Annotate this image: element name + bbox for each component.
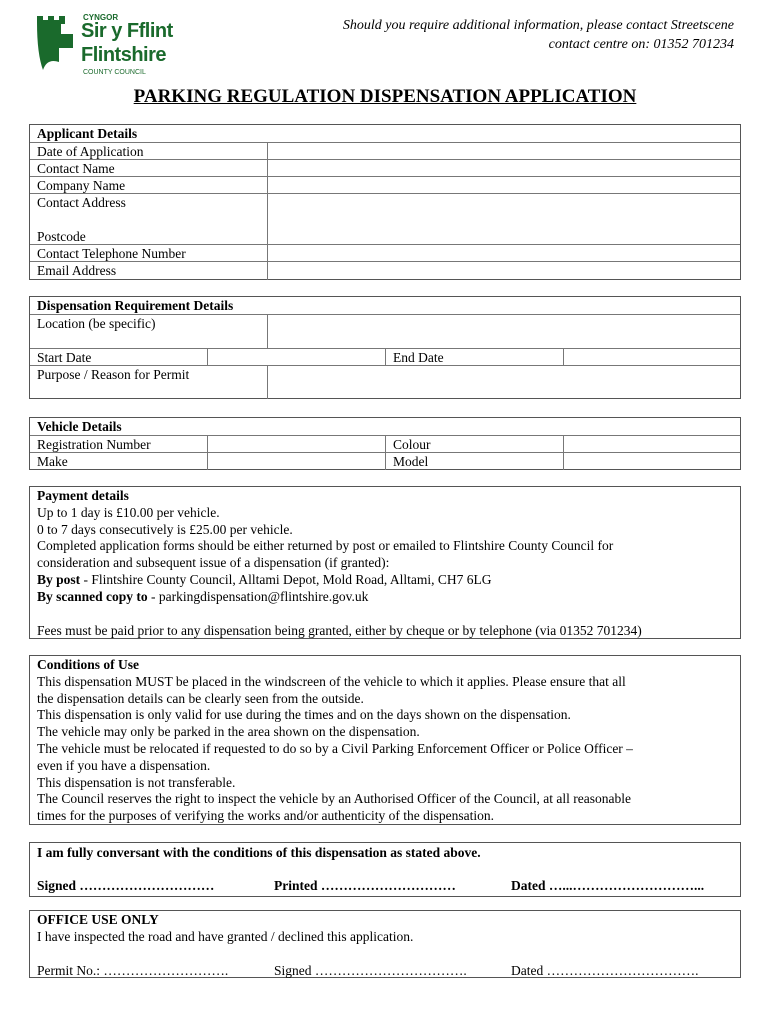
colour-cell — [385, 436, 564, 453]
payment-fees-note: Fees must be paid prior to any dispensation being granted, either by cheque or by telephone (via 01352 701234) — [37, 622, 642, 638]
declaration-dated-field[interactable]: Dated …...………………………... — [511, 878, 705, 893]
end-date-cell — [385, 349, 564, 366]
condition-line: times for the purposes of verifying the works and/or authenticity of the dispensation. — [37, 808, 495, 824]
telephone-field[interactable] — [267, 245, 740, 262]
by-post-address: - Flintshire County Council, Alltami Depot, Mold Road, Alltami, CH7 6LG — [80, 571, 492, 587]
condition-line: The vehicle may only be parked in the area shown on the dispensation. — [37, 724, 420, 740]
location-label: Location (be specific) — [37, 316, 156, 331]
email-field[interactable] — [267, 262, 740, 280]
declaration-printed-field[interactable]: Printed ………………………… — [274, 878, 456, 893]
payment-line-2: 0 to 7 days consecutively is £25.00 per vehicle. — [37, 521, 293, 537]
contact-address-label: Contact Address — [37, 195, 126, 210]
make-field[interactable] — [207, 453, 386, 470]
start-date-label: Start Date — [37, 350, 92, 365]
company-name-field[interactable] — [267, 177, 740, 194]
by-scan-label: By scanned copy to — [37, 588, 148, 604]
company-name-row — [30, 176, 740, 194]
postcode-label: Postcode — [37, 229, 86, 244]
email-row — [30, 261, 740, 280]
office-statement: I have inspected the road and have granted / declined this application. — [37, 929, 414, 944]
vehicle-heading: Vehicle Details — [37, 419, 122, 434]
permit-number-field[interactable]: Permit No.: ………………………. — [37, 963, 229, 978]
logo-cyngor: CYNGOR — [83, 13, 119, 22]
registration-label: Registration Number — [37, 437, 151, 452]
condition-line: This dispensation MUST be placed in the windscreen of the vehicle to which it applies. Please ensure that all — [37, 673, 626, 689]
condition-line: This dispensation is not transferable. — [37, 774, 236, 790]
telephone-label: Contact Telephone Number — [37, 246, 186, 261]
condition-line: The Council reserves the right to inspect the vehicle by an Authorised Officer of the Council, at all reasonable — [37, 791, 631, 807]
company-name-label: Company Name — [37, 178, 126, 193]
castle-tower-icon — [35, 14, 79, 78]
logo-english-name: Flintshire — [81, 44, 167, 66]
registration-row — [30, 435, 740, 453]
conditions-section — [29, 655, 741, 825]
make-row — [30, 452, 740, 470]
contact-line-1: Should you require additional information, please contact Streetscene — [342, 18, 734, 33]
purpose-field[interactable] — [267, 366, 740, 399]
model-field[interactable] — [563, 453, 740, 470]
model-label: Model — [393, 454, 429, 469]
dates-row — [30, 348, 740, 366]
logo-county-council: COUNTY COUNCIL — [83, 69, 146, 76]
office-signed-field[interactable]: Signed ……………………………. — [274, 963, 467, 978]
applicant-heading: Applicant Details — [37, 126, 138, 141]
payment-line-1: Up to 1 day is £10.00 per vehicle. — [37, 504, 220, 520]
contact-name-row — [30, 159, 740, 177]
registration-field[interactable] — [207, 436, 386, 453]
contact-name-field[interactable] — [267, 160, 740, 177]
contact-address-field[interactable] — [267, 194, 740, 245]
by-scan-email: - parkingdispensation@flintshire.gov.uk — [147, 588, 369, 604]
payment-details-section — [29, 486, 741, 639]
dispensation-heading: Dispensation Requirement Details — [37, 298, 234, 313]
logo-welsh-name: Sir y Fflint — [81, 20, 173, 42]
start-date-field[interactable] — [207, 349, 386, 366]
contact-name-label: Contact Name — [37, 161, 115, 176]
date-of-application-field[interactable] — [267, 143, 740, 160]
contact-line-2: contact centre on: 01352 701234 — [548, 37, 734, 52]
condition-line: The vehicle must be relocated if requested to do so by a Civil Parking Enforcement Officer or Police Officer – — [37, 740, 633, 756]
payment-line-4: consideration and subsequent issue of a dispensation (if granted): — [37, 555, 390, 571]
end-date-field[interactable] — [563, 349, 740, 366]
contact-info — [343, 16, 734, 54]
page-title: PARKING REGULATION DISPENSATION APPLICATION — [133, 86, 637, 107]
colour-label: Colour — [393, 437, 431, 452]
purpose-row — [30, 365, 740, 399]
colour-field[interactable] — [563, 436, 740, 453]
email-label: Email Address — [37, 263, 117, 278]
location-row — [30, 314, 740, 349]
payment-line-3: Completed application forms should be either returned by post or emailed to Flintshire County Council for — [37, 538, 614, 554]
date-of-application-row — [30, 142, 740, 160]
location-field[interactable] — [267, 315, 740, 349]
model-cell — [385, 453, 564, 470]
end-date-label: End Date — [393, 350, 444, 365]
office-heading: OFFICE USE ONLY — [37, 912, 159, 927]
by-post-label: By post — [37, 571, 81, 587]
office-dated-field[interactable]: Dated ……………………………. — [511, 963, 699, 978]
payment-heading: Payment details — [37, 488, 129, 503]
declaration-section — [29, 842, 741, 897]
payment-by-scan — [37, 589, 734, 606]
contact-address-row — [30, 193, 740, 245]
conditions-text — [37, 657, 734, 825]
declaration-statement: I am fully conversant with the conditions of this dispensation as stated above. — [37, 845, 481, 860]
flintshire-logo — [35, 14, 175, 78]
declaration-signed-field[interactable]: Signed ………………………… — [37, 878, 215, 893]
telephone-row — [30, 244, 740, 262]
condition-line: This dispensation is only valid for use during the times and on the days shown on the dispensation. — [37, 707, 571, 723]
date-of-application-label: Date of Application — [37, 144, 144, 159]
vehicle-details-section — [29, 417, 741, 470]
purpose-label: Purpose / Reason for Permit — [37, 367, 190, 382]
dispensation-details-section — [29, 296, 741, 399]
make-label: Make — [37, 454, 68, 469]
condition-line: the dispensation details can be clearly seen from the outside. — [37, 690, 364, 706]
condition-line: even if you have a dispensation. — [37, 757, 211, 773]
office-use-section — [29, 910, 741, 978]
payment-by-post — [37, 572, 734, 589]
applicant-details-section — [29, 124, 741, 280]
conditions-heading: Conditions of Use — [37, 657, 140, 672]
payment-text — [37, 488, 734, 639]
